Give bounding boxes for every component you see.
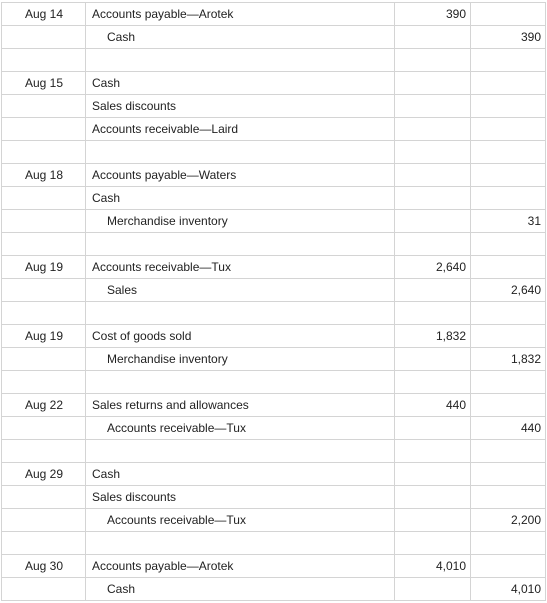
blank-cell[interactable] xyxy=(86,371,395,394)
blank-cell[interactable] xyxy=(86,440,395,463)
debit-cell[interactable] xyxy=(395,486,471,509)
journal-line xyxy=(2,463,546,486)
date-cell[interactable]: Aug 29 xyxy=(2,463,86,486)
credit-account-cell[interactable]: Accounts receivable—Tux xyxy=(86,417,395,440)
debit-account-cell[interactable]: Accounts payable—Arotek xyxy=(86,555,395,578)
credit-cell[interactable] xyxy=(471,72,546,95)
date-cell[interactable]: Aug 19 xyxy=(2,256,86,279)
date-cell[interactable] xyxy=(2,417,86,440)
blank-cell[interactable] xyxy=(395,49,471,72)
credit-cell[interactable] xyxy=(471,394,546,417)
credit-cell[interactable] xyxy=(471,325,546,348)
credit-cell[interactable]: 390 xyxy=(471,26,546,49)
blank-cell[interactable] xyxy=(395,532,471,555)
date-cell[interactable] xyxy=(2,509,86,532)
credit-cell[interactable] xyxy=(471,95,546,118)
blank-cell[interactable] xyxy=(86,49,395,72)
date-cell[interactable] xyxy=(2,95,86,118)
debit-cell[interactable]: 440 xyxy=(395,394,471,417)
journal-line xyxy=(2,325,546,348)
debit-cell[interactable] xyxy=(395,26,471,49)
blank-cell[interactable] xyxy=(86,233,395,256)
blank-cell[interactable] xyxy=(2,141,86,164)
blank-cell[interactable] xyxy=(86,302,395,325)
debit-account-cell[interactable]: Sales returns and allowances xyxy=(86,394,395,417)
credit-cell[interactable] xyxy=(471,118,546,141)
credit-cell[interactable]: 2,200 xyxy=(471,509,546,532)
credit-cell[interactable] xyxy=(471,463,546,486)
debit-account-cell[interactable]: Accounts receivable—Laird xyxy=(86,118,395,141)
blank-cell[interactable] xyxy=(471,302,546,325)
blank-cell[interactable] xyxy=(86,141,395,164)
blank-cell[interactable] xyxy=(2,440,86,463)
debit-account-cell[interactable]: Sales discounts xyxy=(86,95,395,118)
blank-row xyxy=(2,49,546,72)
journal-line xyxy=(2,486,546,509)
journal-entry-table xyxy=(1,2,546,601)
debit-cell[interactable] xyxy=(395,164,471,187)
blank-cell[interactable] xyxy=(86,532,395,555)
journal-line xyxy=(2,118,546,141)
date-cell[interactable]: Aug 14 xyxy=(2,3,86,26)
date-cell[interactable] xyxy=(2,187,86,210)
journal-line xyxy=(2,555,546,578)
blank-cell[interactable] xyxy=(471,440,546,463)
blank-cell[interactable] xyxy=(395,440,471,463)
journal-line xyxy=(2,164,546,187)
debit-account-cell[interactable]: Accounts payable—Waters xyxy=(86,164,395,187)
date-cell[interactable] xyxy=(2,26,86,49)
journal-line xyxy=(2,256,546,279)
journal-line xyxy=(2,417,546,440)
credit-cell[interactable] xyxy=(471,486,546,509)
journal-line xyxy=(2,95,546,118)
debit-cell[interactable]: 390 xyxy=(395,3,471,26)
blank-cell[interactable] xyxy=(2,302,86,325)
debit-account-cell[interactable]: Cash xyxy=(86,463,395,486)
blank-cell[interactable] xyxy=(395,302,471,325)
blank-cell[interactable] xyxy=(471,532,546,555)
debit-cell[interactable]: 1,832 xyxy=(395,325,471,348)
blank-row xyxy=(2,233,546,256)
date-cell[interactable] xyxy=(2,486,86,509)
credit-cell[interactable] xyxy=(471,164,546,187)
credit-account-cell[interactable]: Accounts receivable—Tux xyxy=(86,509,395,532)
journal-line xyxy=(2,578,546,601)
blank-cell[interactable] xyxy=(2,49,86,72)
journal-line xyxy=(2,210,546,233)
debit-account-cell[interactable]: Cash xyxy=(86,187,395,210)
blank-cell[interactable] xyxy=(2,532,86,555)
debit-account-cell[interactable]: Accounts receivable—Tux xyxy=(86,256,395,279)
blank-row xyxy=(2,371,546,394)
credit-account-cell[interactable]: Merchandise inventory xyxy=(86,348,395,371)
debit-cell[interactable] xyxy=(395,279,471,302)
blank-cell[interactable] xyxy=(2,233,86,256)
date-cell[interactable]: Aug 15 xyxy=(2,72,86,95)
debit-account-cell[interactable]: Accounts payable—Arotek xyxy=(86,3,395,26)
credit-cell[interactable]: 1,832 xyxy=(471,348,546,371)
debit-cell[interactable] xyxy=(395,348,471,371)
blank-cell[interactable] xyxy=(471,49,546,72)
date-cell[interactable]: Aug 19 xyxy=(2,325,86,348)
date-cell[interactable]: Aug 18 xyxy=(2,164,86,187)
blank-cell[interactable] xyxy=(471,141,546,164)
debit-cell[interactable] xyxy=(395,578,471,601)
debit-account-cell[interactable]: Cash xyxy=(86,72,395,95)
journal-line xyxy=(2,3,546,26)
journal-line xyxy=(2,187,546,210)
blank-cell[interactable] xyxy=(471,233,546,256)
date-cell[interactable] xyxy=(2,348,86,371)
blank-row xyxy=(2,302,546,325)
date-cell[interactable] xyxy=(2,279,86,302)
debit-cell[interactable] xyxy=(395,72,471,95)
debit-cell[interactable]: 4,010 xyxy=(395,555,471,578)
credit-account-cell[interactable]: Sales xyxy=(86,279,395,302)
credit-account-cell[interactable]: Cash xyxy=(86,26,395,49)
journal-line xyxy=(2,72,546,95)
blank-cell[interactable] xyxy=(395,371,471,394)
credit-cell[interactable] xyxy=(471,256,546,279)
journal-line xyxy=(2,26,546,49)
blank-cell[interactable] xyxy=(471,371,546,394)
debit-cell[interactable] xyxy=(395,210,471,233)
credit-cell[interactable] xyxy=(471,555,546,578)
credit-cell[interactable] xyxy=(471,3,546,26)
blank-row xyxy=(2,440,546,463)
debit-cell[interactable] xyxy=(395,95,471,118)
date-cell[interactable]: Aug 22 xyxy=(2,394,86,417)
journal-line xyxy=(2,279,546,302)
credit-cell[interactable] xyxy=(471,187,546,210)
date-cell[interactable] xyxy=(2,210,86,233)
debit-cell[interactable] xyxy=(395,118,471,141)
credit-cell[interactable]: 4,010 xyxy=(471,578,546,601)
blank-cell[interactable] xyxy=(2,371,86,394)
debit-cell[interactable]: 2,640 xyxy=(395,256,471,279)
debit-account-cell[interactable]: Sales discounts xyxy=(86,486,395,509)
date-cell[interactable] xyxy=(2,118,86,141)
credit-cell[interactable]: 31 xyxy=(471,210,546,233)
credit-account-cell[interactable]: Cash xyxy=(86,578,395,601)
blank-row xyxy=(2,141,546,164)
journal-line xyxy=(2,394,546,417)
debit-cell[interactable] xyxy=(395,187,471,210)
debit-cell[interactable] xyxy=(395,417,471,440)
blank-cell[interactable] xyxy=(395,233,471,256)
credit-account-cell[interactable]: Merchandise inventory xyxy=(86,210,395,233)
blank-cell[interactable] xyxy=(395,141,471,164)
date-cell[interactable]: Aug 30 xyxy=(2,555,86,578)
date-cell[interactable] xyxy=(2,578,86,601)
journal-body xyxy=(2,3,546,601)
credit-cell[interactable]: 2,640 xyxy=(471,279,546,302)
debit-account-cell[interactable]: Cost of goods sold xyxy=(86,325,395,348)
debit-cell[interactable] xyxy=(395,463,471,486)
credit-cell[interactable]: 440 xyxy=(471,417,546,440)
debit-cell[interactable] xyxy=(395,509,471,532)
journal-line xyxy=(2,348,546,371)
blank-row xyxy=(2,532,546,555)
journal-line xyxy=(2,509,546,532)
